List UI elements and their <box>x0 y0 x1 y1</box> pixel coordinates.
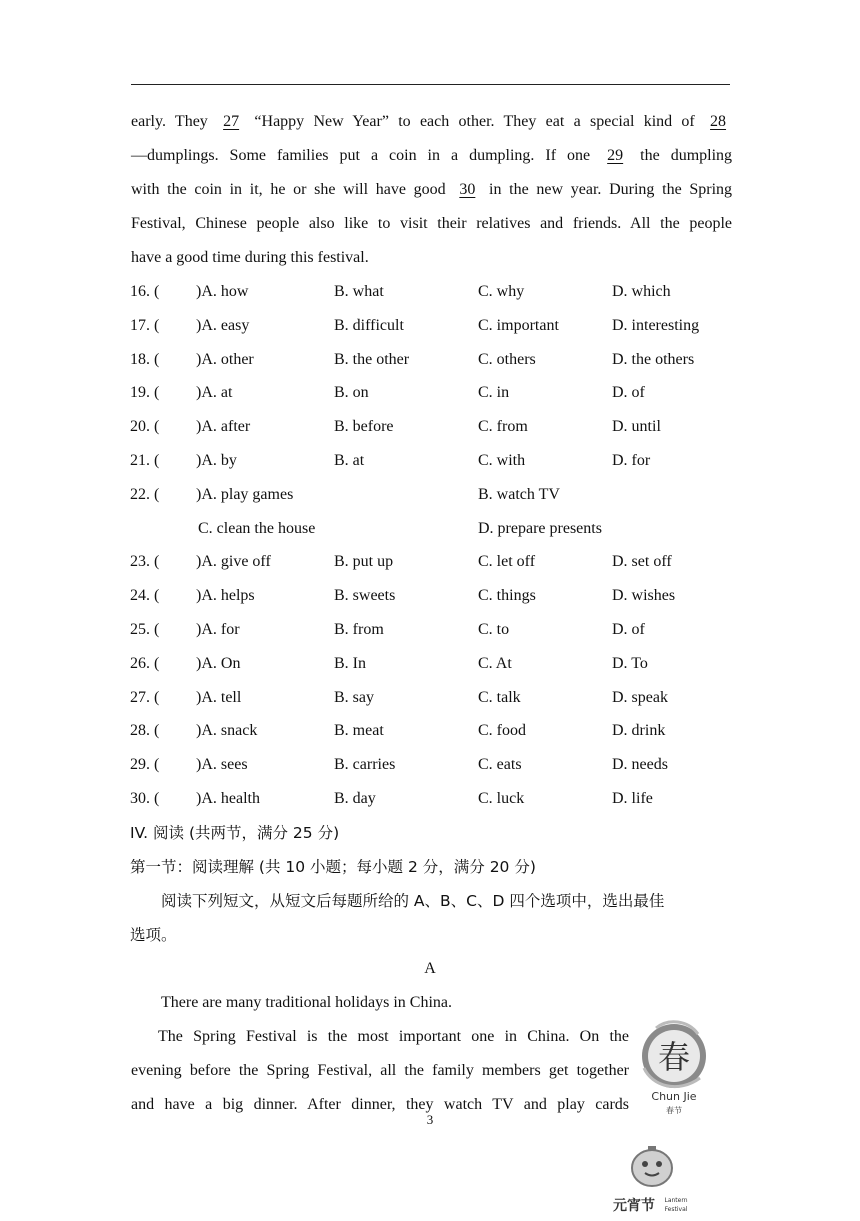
question-number: 23. ( <box>130 553 160 571</box>
option-c: C. eats <box>478 756 522 774</box>
question-row <box>130 410 750 444</box>
option-b: B. the other <box>334 350 410 368</box>
option-b: B. at <box>334 452 365 469</box>
option-c: D. prepare presents <box>478 519 602 537</box>
option-b: B. before <box>334 418 394 436</box>
option-c: C. things <box>478 587 536 605</box>
question-row <box>130 309 750 343</box>
option-b: B. say <box>334 688 374 706</box>
option-c: C. why <box>478 283 525 300</box>
section-heading: IV. 阅读 (共两节，满分 25 分) <box>130 824 340 842</box>
option-a: )A. how <box>196 283 249 300</box>
passage-line-2: —dumplings. Some families put a coin in a dumpling. If one 29 the dumpling <box>131 139 732 173</box>
option-b: B. what <box>334 283 384 300</box>
passage-line-1: early. They 27 “Happy New Year” to each other. They eat a special kind of 28 <box>131 105 732 139</box>
question-row <box>130 478 750 512</box>
option-d: D. of <box>612 621 645 638</box>
spring-caption: 春节 <box>666 1106 682 1115</box>
reading-p2-line-2: evening before the Spring Festival, all the family members get together <box>131 1062 629 1079</box>
option-b: B. day <box>334 790 376 807</box>
option-a: )A. easy <box>196 316 250 334</box>
option-b: B. sweets <box>334 587 396 605</box>
option-c: C. others <box>478 350 536 368</box>
option-d: D. interesting <box>612 316 700 334</box>
option-a: )A. tell <box>196 688 242 706</box>
instruction-line-2: 选项。 <box>130 926 177 944</box>
spring-festival-emblem-icon <box>634 1016 714 1120</box>
blank-28: 28 <box>710 113 727 130</box>
lantern-en-2: Festival <box>664 1206 688 1213</box>
question-number: 26. ( <box>130 654 160 672</box>
option-a: )A. snack <box>196 722 258 740</box>
option-c: C. from <box>478 418 528 436</box>
option-c: C. to <box>478 621 510 638</box>
question-number: 30. ( <box>130 790 160 807</box>
question-number: 17. ( <box>130 316 160 334</box>
option-a: )A. play games <box>196 485 294 503</box>
option-b: B. from <box>334 621 384 638</box>
question-number: 24. ( <box>130 587 160 605</box>
lantern-en-1: Lantern <box>664 1197 688 1204</box>
option-a: )A. at <box>196 384 233 402</box>
question-number: 27. ( <box>130 688 160 706</box>
option-d: D. speak <box>612 688 668 706</box>
question-row <box>130 748 750 782</box>
option-a: )A. give off <box>196 553 271 571</box>
blank-29: 29 <box>607 147 624 164</box>
passage-line-5: have a good time during this festival. <box>131 249 369 266</box>
question-number: 20. ( <box>130 418 160 436</box>
question-number: 21. ( <box>130 452 160 469</box>
spring-pinyin: Chun Jie <box>651 1090 697 1103</box>
header-rule <box>131 84 730 85</box>
option-c: B. watch TV <box>478 485 560 503</box>
spring-festival-logo <box>634 1016 714 1120</box>
question-row <box>130 545 750 579</box>
question-number: 16. ( <box>130 283 160 300</box>
blank-27: 27 <box>223 113 240 130</box>
option-d: D. wishes <box>612 587 676 605</box>
reading-p2-line-1: The Spring Festival is the most important one in China. On the <box>158 1028 629 1045</box>
option-a: )A. sees <box>196 756 248 774</box>
page-number: 3 <box>426 1112 434 1127</box>
option-b: B. difficult <box>334 316 404 334</box>
option-d: D. needs <box>612 756 668 774</box>
option-d: D. the others <box>612 350 695 368</box>
question-row <box>130 613 750 647</box>
question-row <box>130 579 750 613</box>
option-a: )A. On <box>196 654 241 672</box>
reading-paragraph-1: There are many traditional holidays in China. <box>161 994 453 1011</box>
question-number: 25. ( <box>130 621 160 638</box>
option-c: C. important <box>478 316 559 334</box>
question-row <box>130 647 750 681</box>
question-row <box>130 681 750 715</box>
question-number: 19. ( <box>130 384 160 402</box>
option-d: D. set off <box>612 553 672 571</box>
lantern-cn: 元宵节 <box>613 1198 655 1214</box>
option-b: B. on <box>334 384 369 402</box>
option-c: C. food <box>478 722 526 740</box>
question-number: 29. ( <box>130 756 160 774</box>
option-d: D. of <box>612 384 645 402</box>
option-c: C. luck <box>478 790 525 807</box>
question-row <box>130 714 750 748</box>
passage-line-4: Festival, Chinese people also like to visit their relatives and friends. All the people <box>131 215 732 232</box>
lantern-emblem-icon <box>612 1140 692 1216</box>
option-b: B. meat <box>334 722 384 740</box>
option-d: D. life <box>612 790 653 807</box>
option-b: B. In <box>334 654 366 672</box>
option-c: C. talk <box>478 688 521 706</box>
passage-line-3: with the coin in it, he or she will have good 30 in the new year. During the Spring <box>131 173 732 207</box>
spring-char: 春 <box>657 1038 691 1076</box>
question-number: 18. ( <box>130 350 160 368</box>
question-row <box>130 376 750 410</box>
question-row <box>130 343 750 377</box>
option-b: B. carries <box>334 756 396 774</box>
option-a: )A. for <box>196 621 240 638</box>
option-a: )A. after <box>196 418 251 436</box>
option-d: D. which <box>612 283 671 300</box>
option-c: C. in <box>478 384 510 402</box>
question-number: 22. ( <box>130 485 160 503</box>
blank-30: 30 <box>459 181 476 198</box>
question-row <box>130 444 750 478</box>
question-row <box>130 782 750 816</box>
option-c: C. At <box>478 654 512 672</box>
question-row <box>130 275 750 309</box>
instruction-line-1: 阅读下列短文，从短文后每题所给的 A、B、C、D 四个选项中，选出最佳 <box>161 892 665 910</box>
option-c: C. let off <box>478 553 536 571</box>
option-b: B. put up <box>334 553 394 571</box>
reading-p2-line-3: and have a big dinner. After dinner, they watch TV and play cards <box>131 1096 629 1113</box>
option-d: D. for <box>612 452 651 469</box>
option-c: C. with <box>478 452 526 469</box>
part-heading: 第一节：阅读理解 (共 10 小题；每小题 2 分，满分 20 分) <box>130 858 536 876</box>
option-a: )A. other <box>196 350 254 368</box>
option-d: D. until <box>612 418 661 436</box>
lantern-festival-logo <box>612 1140 692 1216</box>
option-d: D. drink <box>612 722 666 740</box>
option-a: )A. by <box>196 452 237 469</box>
option-a: )A. helps <box>196 587 255 605</box>
question-number: 28. ( <box>130 722 160 740</box>
option-d: D. To <box>612 654 648 672</box>
option-a: C. clean the house <box>198 519 316 537</box>
passage-label: A <box>424 960 436 977</box>
question-row <box>130 512 750 546</box>
option-a: )A. health <box>196 790 260 807</box>
